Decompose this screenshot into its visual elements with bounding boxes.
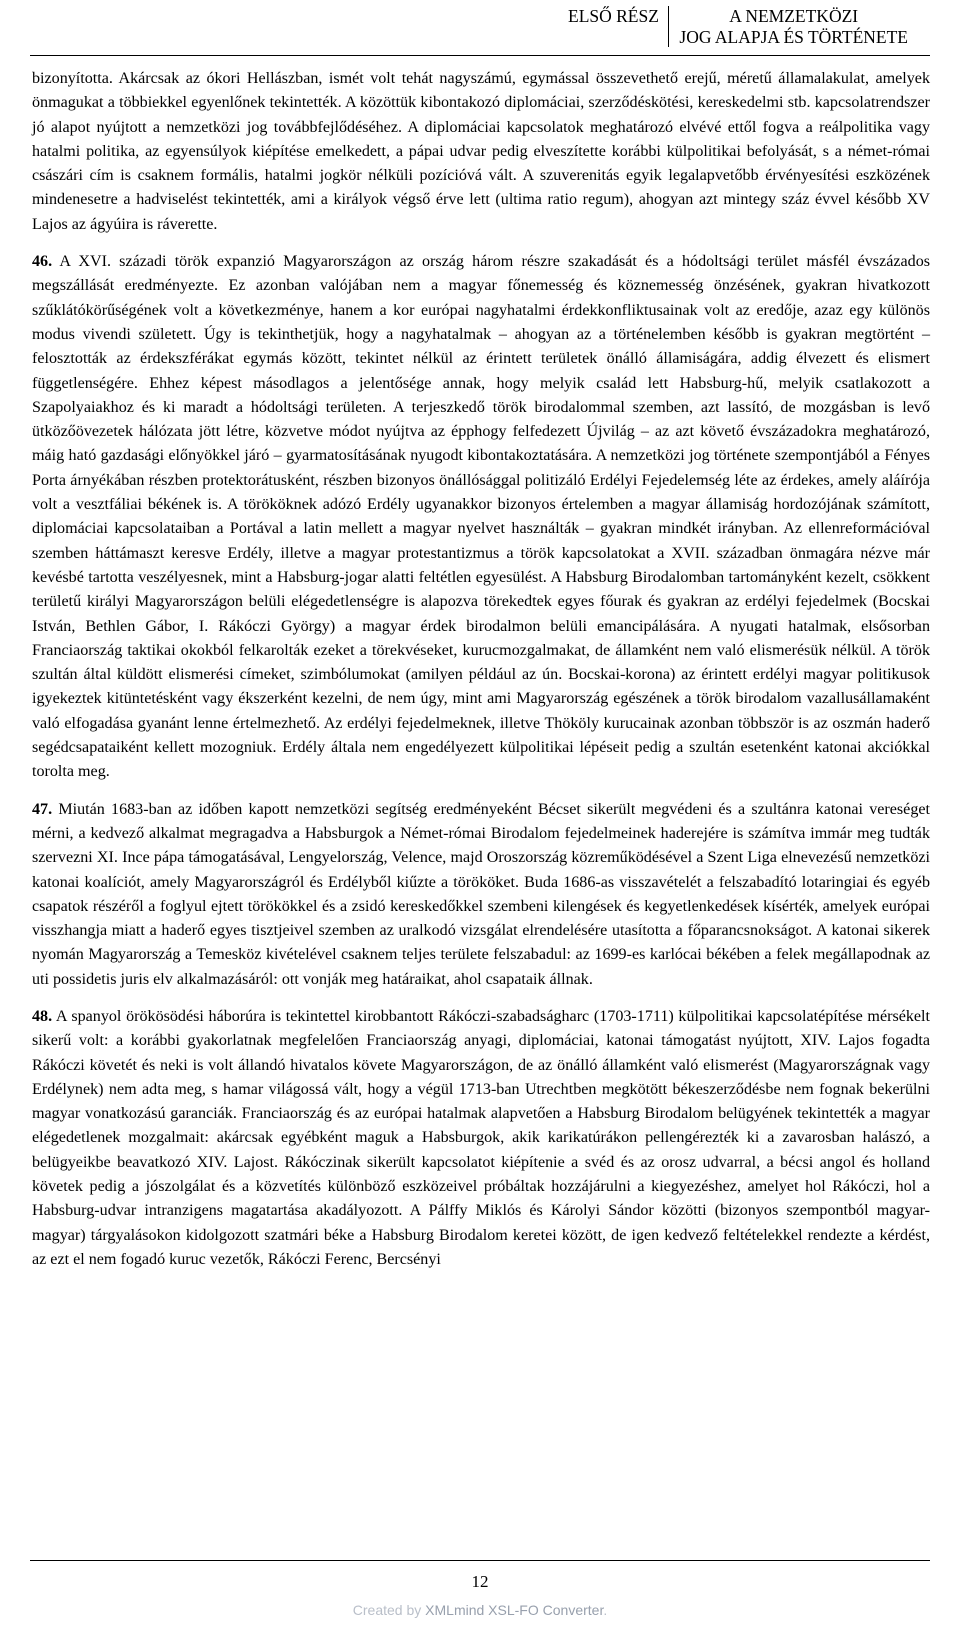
paragraph-text: Miután 1683-ban az időben kapott nemzetközi segítség eredményeként Bécset sikerült megvédeni és a szultánra katonai vereséget mérni, a kedvező alkalmat megragadva a Habsburgok a Német-római Birodalom fejedelmeinek haderejére is számítva immár meg tudták szervezni XI. Ince pápa támogatásával, Lengyelország, Velence, majd Oroszország közreműködésével a Szent Liga elnevezésű nemzetközi katonai koalíciót, amely Magyarországról és Erdélyből kiűzte a törököket. Buda 1686-as visszavételét a felszabadító lotaringiai és egyéb csapatok részéről a foglyul ejtett törökökkel és a zsidó kereskedőkkel szembeni kilengések és kegyetlenkedések kísérték, amelyek európai visszhangja miatt a haderő egyes tisztjeivel szemben az uralkodó vizsgálat elrendelésére utasította a főparancsnokságot. A katonai sikerek nyomán Magyarország a Temesköz kivételével csaknem teljes területe felszabadul: az 1699-es karlócai békében a felek megállapodnak az uti possidetis juris elv alkalmazásáról: ott vonják meg határaikat, ahol csapataik állnak. (32, 800, 930, 988)
running-header (568, 4, 908, 48)
body-text (32, 67, 930, 1285)
page-number: 12 (471, 1572, 489, 1591)
header-title-line-1: A NEMZETKÖZI (729, 6, 859, 26)
converter-watermark (0, 1601, 960, 1619)
header-chapter-title (669, 4, 908, 48)
paragraph (32, 67, 930, 237)
paragraph-text: A XVI. századi török expanzió Magyarországon az ország három részre szakadását és a hódoltsági terület másfél évszázados megszállását eredményezte. Ez azonban valójában nem a magyar főnemesség és köznemesség önzésének, gyakran hivatkozott szűklátókörűségének volt a következménye, hanem a kor európai nagyhatalmi érdekkonfliktusainak volt az eredője, azaz egy különös modus vivendi született. Úgy is tekinthetjük, hogy a nagyhatalmak – ahogyan az a történelemben később is gyakran megtörtént – felosztották az érdekszférákat egymás között, tekintet nélkül az érintett területek önálló államiságára, addig élvezett és elismert függetlenségére. Ehhez képest másodlagos a jelentősége annak, hogy melyik család lett Habsburg-hű, melyik csatlakozott a Szapolyaiakhoz és ki maradt a hódoltsági területen. A terjeszkedő török birodalommal szemben, azt lassító, de mozgásban is levő ütközőövezetek hálózata jött létre, közvetve módot nyújtva az épphogy felfedezett Újvilág – az azt követő évszázadokra meghatározó, máig ható gazdasági előnyökkel járó – gyarmatosításának nyugodt kibontakoztatására. A nemzetközi jog története szempontjából a Fényes Porta árnyékában részben protektorátusként, részben bizonyos önállósággal politizáló Erdélyi Fejedelemség léte az érdekes, amely aláírója volt a vesztfáliai békének is. A törököknek adózó Erdély ugyanakkor bizonyos értelemben a magyar államiság hordozójának számított, diplomáciai kapcsolataiban a Portával a latin mellett a magyar nyelvet használták – gyakran mindkét irányban. Az ellenreformációval szemben háttámaszt keresve Erdély, illetve a magyar protestantizmus a török kapcsolatokat a XVII. században önmagára nézve már kevésbé tartotta veszélyesnek, mint a Habsburg-jogar alatti feltétlen egyesülést. A Habsburg Birodalomban tartományként kezelt, csökkent területű királyi Magyarországon belüli elégedetlenségre is alapozva törekedtek egyes főurak és gyakran az erdélyi fejedelmek (Bocskai István, Bethlen Gábor, I. Rákóczi György) a magyar érdek birodalmon belüli emancipálására. A nyugati hatalmak, elsősorban Franciaország taktikai okokból felkarolták ezeket a törekvéseket, kurucmozgalmakat, de államként nem való elismerésük nélkül. A török szultán által küldött elismerési címeket, szimbólumokat (amilyen például az ún. Bocskai-korona) az érintett erdélyi magyar politikusok igyekeztek kitüntetésként vagy ékszerként kezelni, de nem úgy, mint ami Magyarország egészének a török birodalom vazallusállamaként való elfogadása gyanánt lenne értelmezhető. Az erdélyi fejedelmeknek, illetve Thököly kurucainak azonban többször is az oszmán haderő segédcsapataiként kellett mozogniuk. Erdély általa nem engedélyezett külpolitikai lépéseit pedig a szultán esetenként katonai akciókkal torolta meg. (32, 253, 930, 781)
paragraph-text: A spanyol örökösödési háborúra is tekintettel kirobbantott Rákóczi-szabadságharc (1703-1711) külpolitikai kapcsolatépítése mérsékelt sikerű volt: a korábbi gyakorlatnak megfelelően Franciaország anyagi, diplomáciai, katonai támogatást nyújtott, XIV. Lajos fogadta Rákóczi követét és neki is volt állandó hivatalos követe Magyarországon, de az önálló államként való elismerést (Magyarországnak vagy Erdélynek) nem adta meg, s hamar világossá vált, hogy a végül 1713-ban Utrechtben megkötött békeszerződésbe nem fognak bekerülni magyar vonatkozású garanciák. Franciaország és az európai hatalmak alapvetően a Habsburg Birodalom belügyének tekintették a magyar elégedetlenek mozgalmait: akárcsak egyébként maguk a Habsburgok, akik karikatúrákon pellengérezték ki a zavarosban halászó, a belügyeikbe beavatkozó XIV. Lajost. Rákóczinak sikerült kapcsolatot kiépítenie a svéd és az orosz udvarral, a bécsi angol és holland követek pedig a jószolgálat és a közvetítés különböző eszközeivel próbáltak hozzájárulni a kiegyezéshez, amelyet hol Rákóczi, hol a Habsburg-udvar intranzigens magatartása akadályozott. A Pálffy Miklós és Károlyi Sándor közötti (bizonyos szempontból magyar-magyar) tárgyalásokon kidolgozott szatmári béke a Habsburg Birodalom keretei között, de igen kedvező feltételekkel rendezte a kérdést, az ezt el nem fogadó kuruc vezetők, Rákóczi Ferenc, Bercsényi (32, 1007, 930, 1268)
paragraph-text: bizonyította. Akárcsak az ókori Hellászban, ismét volt tehát nagyszámú, egymással összevethető erejű, méretű államalakulat, amelyek önmagukat a többiekkel egyenlőnek tekintették. A közöttük kibontakozó diplomáciai, szerződéskötési, kereskedelmi stb. kapcsolatrendszer jó alapot nyújtott a nemzetközi jog továbbfejlődéséhez. A diplomáciai kapcsolatok meghatározó elvévé ettől fogva a reálpolitika vagy hatalmi politika, az egyensúlyok kiépítése emelkedett, a pápai udvar pedig elveszítette korábbi külpolitikai befolyását, s a német-római császári cím is csaknem formális, hatalmi jogkör nélküli pozícióvá vált. A szuverenitás egyik legalapvetőbb érvényesítési eszközének mindenesetre a hadviselést tekintették, ami a királyok végső érve lett (ultima ratio regum), ahogyan azt mintegy száz évvel később XV Lajos az ágyúira is ráverette. (32, 70, 930, 233)
paragraph (32, 1005, 930, 1272)
paragraph (32, 250, 930, 785)
header-rule (30, 55, 930, 56)
header-part-label: ELSŐ RÉSZ (568, 6, 659, 26)
paragraph-number: 46. (32, 253, 53, 271)
header-title-line-2: JOG ALAPJA ÉS TÖRTÉNETE (679, 27, 908, 47)
watermark-prefix: Created by (352, 1602, 426, 1618)
paragraph-number: 48. (32, 1007, 53, 1025)
watermark-suffix: . (603, 1602, 608, 1618)
footer-rule (30, 1560, 930, 1561)
paragraph (32, 798, 930, 992)
watermark-brand: XMLmind XSL-FO Converter (425, 1602, 604, 1618)
paragraph-number: 47. (32, 800, 53, 818)
